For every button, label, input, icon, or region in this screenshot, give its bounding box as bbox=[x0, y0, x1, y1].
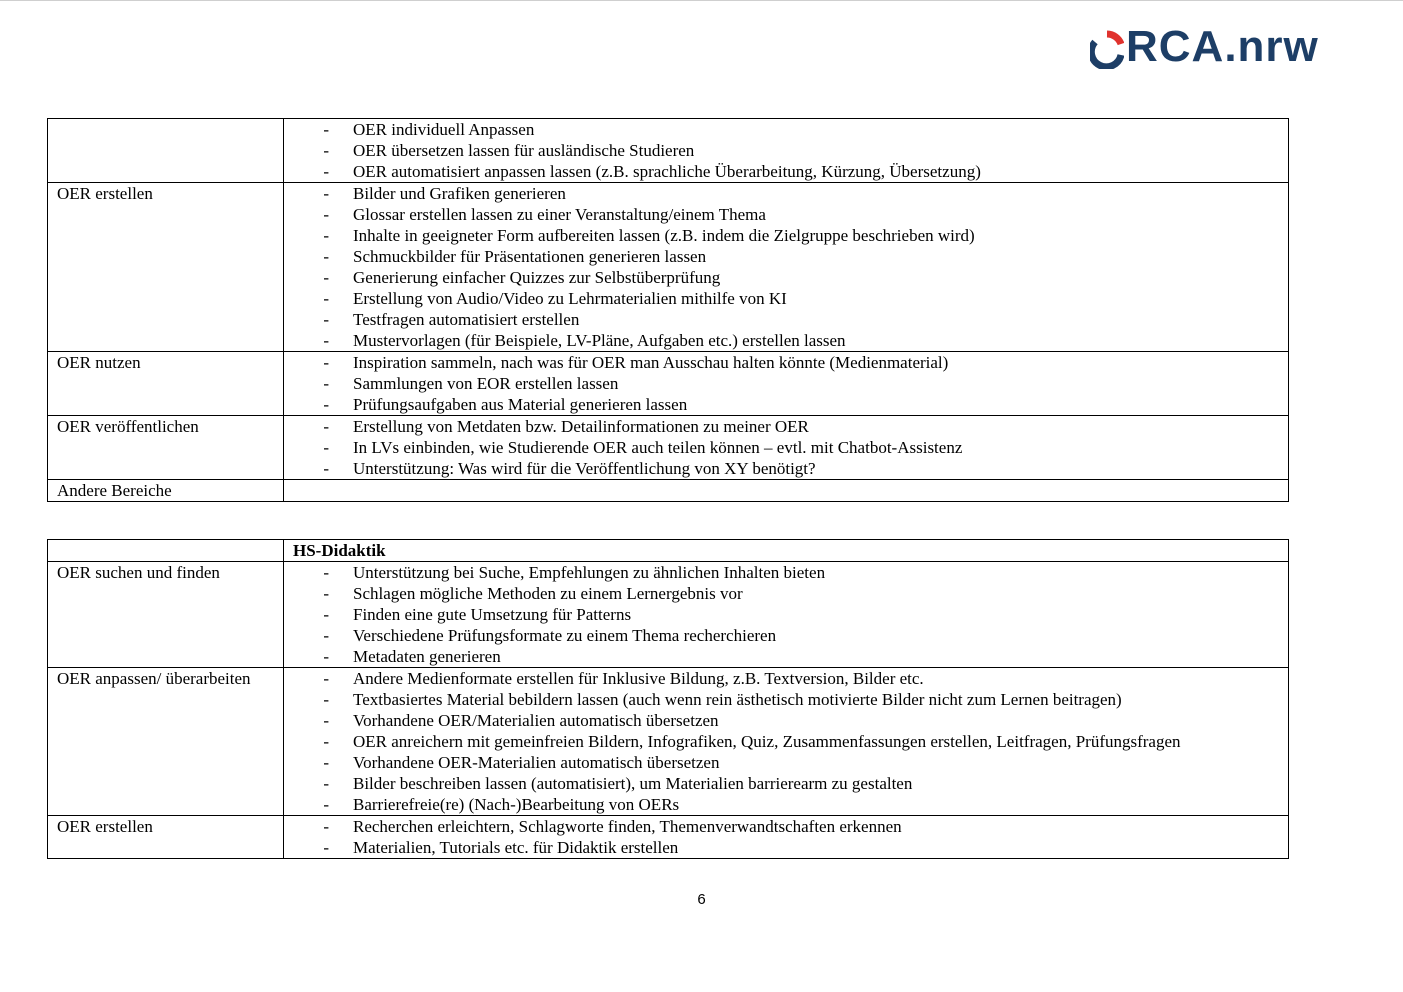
orca-o-mark-icon bbox=[1090, 27, 1124, 67]
table-row bbox=[48, 816, 1289, 859]
bullet-dash: - bbox=[323, 310, 329, 329]
list-item bbox=[284, 458, 1288, 479]
bullet-dash: - bbox=[323, 563, 329, 582]
list-item bbox=[284, 119, 1288, 140]
list-item bbox=[284, 309, 1288, 330]
bullet-dash: - bbox=[323, 732, 329, 751]
table-row bbox=[48, 562, 1289, 668]
bullet-dash: - bbox=[323, 331, 329, 350]
list-item-text: Recherchen erleichtern, Schlagworte finden, Themenverwandtschaften erkennen bbox=[353, 817, 902, 836]
page-number: 6 bbox=[697, 891, 706, 908]
list-item bbox=[284, 752, 1288, 773]
row-label bbox=[48, 119, 284, 183]
list-item bbox=[284, 204, 1288, 225]
list-item-text: Bilder beschreiben lassen (automatisiert), um Materialien barrierearm zu gestalten bbox=[353, 774, 913, 793]
list-item-text: OER individuell Anpassen bbox=[353, 120, 535, 139]
list-item-text: Prüfungsaufgaben aus Material generieren lassen bbox=[353, 395, 688, 414]
list-item bbox=[284, 583, 1288, 604]
list-item bbox=[284, 816, 1288, 837]
table-row bbox=[48, 183, 1289, 352]
bullet-dash: - bbox=[323, 669, 329, 688]
list-item bbox=[284, 731, 1288, 752]
list-item bbox=[284, 689, 1288, 710]
bullet-dash: - bbox=[323, 795, 329, 814]
bullet-dash: - bbox=[323, 817, 329, 836]
list-item-text: Sammlungen von EOR erstellen lassen bbox=[353, 374, 619, 393]
bullet-dash: - bbox=[323, 395, 329, 414]
row-items bbox=[284, 119, 1289, 183]
table-row bbox=[48, 480, 1289, 502]
list-item bbox=[284, 183, 1288, 204]
list-item-text: Schmuckbilder für Präsentationen generieren lassen bbox=[353, 247, 707, 266]
list-item-text: Unterstützung: Was wird für die Veröffentlichung von XY benötigt? bbox=[353, 459, 816, 478]
bullet-dash: - bbox=[323, 711, 329, 730]
list-item-text: Inspiration sammeln, nach was für OER man Ausschau halten könnte (Medienmaterial) bbox=[353, 353, 949, 372]
list-item bbox=[284, 668, 1288, 689]
list-item-text: Erstellung von Metdaten bzw. Detailinformationen zu meiner OER bbox=[353, 417, 809, 436]
table-header-title: HS-Didaktik bbox=[284, 540, 1289, 562]
list-item-text: Finden eine gute Umsetzung für Patterns bbox=[353, 605, 632, 624]
list-item bbox=[284, 710, 1288, 731]
list-item bbox=[284, 330, 1288, 351]
list-item bbox=[284, 161, 1288, 182]
bullet-dash: - bbox=[323, 647, 329, 666]
table-row bbox=[48, 416, 1289, 480]
list-item bbox=[284, 837, 1288, 858]
list-item-text: Erstellung von Audio/Video zu Lehrmaterialien mithilfe von KI bbox=[353, 289, 787, 308]
list-item-text: Textbasiertes Material bebildern lassen (auch wenn rein ästhetisch motivierte Bilder nicht zum Lernen beitragen) bbox=[353, 690, 1122, 709]
list-item bbox=[284, 562, 1288, 583]
orca-logo bbox=[1090, 22, 1319, 72]
list-item-text: Inhalte in geeigneter Form aufbereiten lassen (z.B. indem die Zielgruppe beschrieben wird) bbox=[353, 226, 975, 245]
list-item-text: Vorhandene OER/Materialien automatisch übersetzen bbox=[353, 711, 719, 730]
oer-usage-table bbox=[47, 118, 1289, 502]
row-label: OER suchen und finden bbox=[48, 562, 284, 668]
list-item-text: Metadaten generieren bbox=[353, 647, 501, 666]
bullet-dash: - bbox=[323, 374, 329, 393]
hs-didaktik-table bbox=[47, 539, 1289, 859]
list-item-text: Mustervorlagen (für Beispiele, LV-Pläne, Aufgaben etc.) erstellen lassen bbox=[353, 331, 846, 350]
list-item bbox=[284, 794, 1288, 815]
bullet-dash: - bbox=[323, 838, 329, 857]
row-items bbox=[284, 480, 1289, 502]
row-items bbox=[284, 183, 1289, 352]
header-empty-cell bbox=[48, 540, 284, 562]
top-divider bbox=[0, 0, 1403, 1]
row-items bbox=[284, 352, 1289, 416]
bullet-dash: - bbox=[323, 626, 329, 645]
bullet-dash: - bbox=[323, 162, 329, 181]
list-item-text: Andere Medienformate erstellen für Inklusive Bildung, z.B. Textversion, Bilder etc. bbox=[353, 669, 924, 688]
list-item bbox=[284, 373, 1288, 394]
table-row bbox=[48, 352, 1289, 416]
bullet-dash: - bbox=[323, 417, 329, 436]
row-items bbox=[284, 416, 1289, 480]
bullet-dash: - bbox=[323, 247, 329, 266]
bullet-dash: - bbox=[323, 120, 329, 139]
list-item bbox=[284, 267, 1288, 288]
list-item bbox=[284, 625, 1288, 646]
list-item-text: Generierung einfacher Quizzes zur Selbstüberprüfung bbox=[353, 268, 721, 287]
row-items bbox=[284, 816, 1289, 859]
list-item-text: OER anreichern mit gemeinfreien Bildern, Infografiken, Quiz, Zusammenfassungen erstellen, Leitfragen, Prüfungsfragen bbox=[353, 732, 1181, 751]
bullet-dash: - bbox=[323, 690, 329, 709]
list-item bbox=[284, 246, 1288, 267]
row-label: Andere Bereiche bbox=[48, 480, 284, 502]
bullet-dash: - bbox=[323, 353, 329, 372]
list-item-text: Bilder und Grafiken generieren bbox=[353, 184, 566, 203]
bullet-dash: - bbox=[323, 205, 329, 224]
row-label: OER anpassen/ überarbeiten bbox=[48, 668, 284, 816]
table-header-row bbox=[48, 540, 1289, 562]
row-items bbox=[284, 562, 1289, 668]
bullet-dash: - bbox=[323, 184, 329, 203]
bullet-dash: - bbox=[323, 268, 329, 287]
list-item-text: Vorhandene OER-Materialien automatisch übersetzen bbox=[353, 753, 720, 772]
list-item-text: Glossar erstellen lassen zu einer Veranstaltung/einem Thema bbox=[353, 205, 766, 224]
list-item-text: Unterstützung bei Suche, Empfehlungen zu ähnlichen Inhalten bieten bbox=[353, 563, 826, 582]
row-label: OER nutzen bbox=[48, 352, 284, 416]
list-item-text: Testfragen automatisiert erstellen bbox=[353, 310, 580, 329]
list-item-text: Materialien, Tutorials etc. für Didaktik erstellen bbox=[353, 838, 679, 857]
list-item-text: Verschiedene Prüfungsformate zu einem Thema recherchieren bbox=[353, 626, 777, 645]
list-item bbox=[284, 394, 1288, 415]
row-label: OER erstellen bbox=[48, 816, 284, 859]
bullet-dash: - bbox=[323, 438, 329, 457]
bullet-dash: - bbox=[323, 226, 329, 245]
list-item bbox=[284, 646, 1288, 667]
logo-wordmark: RCA.nrw bbox=[1126, 22, 1319, 71]
bullet-dash: - bbox=[323, 584, 329, 603]
bullet-dash: - bbox=[323, 141, 329, 160]
list-item bbox=[284, 140, 1288, 161]
list-item-text: Schlagen mögliche Methoden zu einem Lernergebnis vor bbox=[353, 584, 743, 603]
list-item bbox=[284, 604, 1288, 625]
bullet-dash: - bbox=[323, 459, 329, 478]
row-label: OER erstellen bbox=[48, 183, 284, 352]
list-item bbox=[284, 288, 1288, 309]
bullet-dash: - bbox=[323, 753, 329, 772]
list-item-text: OER automatisiert anpassen lassen (z.B. sprachliche Überarbeitung, Kürzung, Übersetzung) bbox=[353, 162, 981, 181]
list-item bbox=[284, 352, 1288, 373]
list-item-text: In LVs einbinden, wie Studierende OER auch teilen können – evtl. mit Chatbot-Assistenz bbox=[353, 438, 963, 457]
row-items bbox=[284, 668, 1289, 816]
list-item bbox=[284, 416, 1288, 437]
list-item-text: OER übersetzen lassen für ausländische Studieren bbox=[353, 141, 695, 160]
list-item-text: Barrierefreie(re) (Nach-)Bearbeitung von OERs bbox=[353, 795, 680, 814]
list-item bbox=[284, 773, 1288, 794]
list-item bbox=[284, 225, 1288, 246]
bullet-dash: - bbox=[323, 289, 329, 308]
row-label: OER veröffentlichen bbox=[48, 416, 284, 480]
bullet-dash: - bbox=[323, 774, 329, 793]
table-row bbox=[48, 119, 1289, 183]
list-item bbox=[284, 437, 1288, 458]
table-row bbox=[48, 668, 1289, 816]
bullet-dash: - bbox=[323, 605, 329, 624]
